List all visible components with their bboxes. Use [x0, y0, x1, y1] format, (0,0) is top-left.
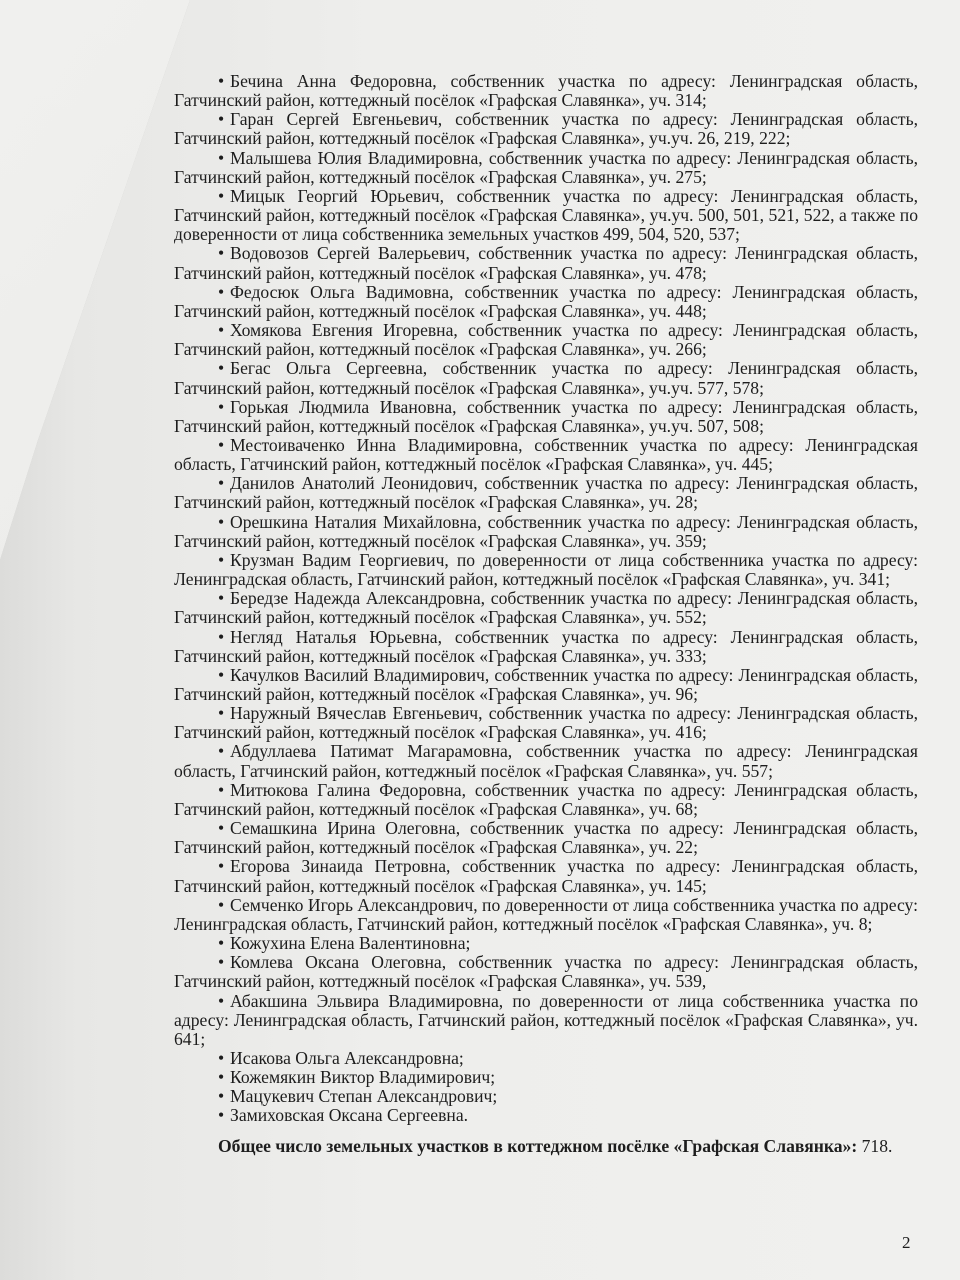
list-item — [174, 742, 918, 780]
bullet-icon: • — [218, 779, 225, 800]
summary-value: 718. — [861, 1135, 893, 1156]
bullet-icon: • — [218, 952, 225, 973]
bullet-icon: • — [218, 185, 225, 206]
list-item-text: Бередзе Надежда Александровна, собственник участка по адресу: Ленинградская область, Гатчинский район, коттеджный посёлок «Графская Славянка», уч. 552; — [174, 588, 918, 628]
list-item-text: Бегас Ольга Сергеевна, собственник участка по адресу: Ленинградская область, Гатчинский район, коттеджный посёлок «Графская Славянка», уч.уч. 577, 578; — [174, 358, 918, 398]
list-item-text: Наружный Вячеслав Евгеньевич, собственник участка по адресу: Ленинградская область, Гатчинский район, коттеджный посёлок «Графская Славянка», уч. 416; — [174, 703, 918, 743]
list-item-text: Хомякова Евгения Игоревна, собственник участка по адресу: Ленинградская область, Гатчинский район, коттеджный посёлок «Графская Славянка», уч. 266; — [174, 320, 918, 360]
list-item — [174, 819, 918, 857]
list-item — [174, 72, 918, 110]
list-item-text: Семашкина Ирина Олеговна, собственник участка по адресу: Ленинградская область, Гатчинский район, коттеджный посёлок «Графская Славянка», уч. 22; — [174, 818, 918, 858]
bullet-icon: • — [218, 588, 225, 609]
document-body — [174, 72, 918, 1156]
bullet-icon: • — [218, 549, 225, 570]
bullet-icon: • — [218, 1067, 225, 1088]
list-item-text: Абакшина Эльвира Владимировна, по доверенности от лица собственника участка по адресу: Ленинградская область, Гатчинский район, коттеджный посёлок «Графская Славянка», уч. 641; — [174, 990, 918, 1049]
bullet-icon: • — [218, 473, 225, 494]
list-item-text: Кожухина Елена Валентиновна; — [230, 933, 471, 954]
attendee-list — [174, 72, 918, 1126]
list-item — [174, 666, 918, 704]
list-item — [174, 781, 918, 819]
list-item — [174, 513, 918, 551]
list-item — [174, 628, 918, 666]
bullet-icon: • — [218, 741, 225, 762]
list-item-text: Комлева Оксана Олеговна, собственник участка по адресу: Ленинградская область, Гатчинский район, коттеджный посёлок «Графская Славянка», уч. 539, — [174, 952, 918, 992]
list-item — [174, 359, 918, 397]
bullet-icon: • — [218, 990, 225, 1011]
bullet-icon: • — [218, 281, 225, 302]
bullet-icon: • — [218, 109, 225, 130]
list-item — [174, 589, 918, 627]
list-item — [174, 857, 918, 895]
bullet-icon: • — [218, 894, 225, 915]
list-item-text: Егорова Зинаида Петровна, собственник участка по адресу: Ленинградская область, Гатчинский район, коттеджный посёлок «Графская Славянка», уч. 145; — [174, 856, 918, 896]
bullet-icon: • — [218, 434, 225, 455]
list-item — [174, 187, 918, 244]
bullet-icon: • — [218, 703, 225, 724]
list-item-text: Мицык Георгий Юрьевич, собственник участка по адресу: Ленинградская область, Гатчинский район, коттеджный посёлок «Графская Славянка», уч.уч. 500, 501, 521, 522, а также по доверенности от лица собственника земельных участков 499, 504, 520, 537; — [174, 185, 918, 245]
list-item — [174, 474, 918, 512]
bullet-icon: • — [218, 1047, 225, 1068]
list-item-text: Федосюк Ольга Вадимовна, собственник участка по адресу: Ленинградская область, Гатчинский район, коттеджный посёлок «Графская Славянка», уч. 448; — [174, 281, 918, 321]
list-item-text: Негляд Наталья Юрьевна, собственник участка по адресу: Ленинградская область, Гатчинский район, коттеджный посёлок «Графская Славянка», уч. 333; — [174, 626, 918, 666]
list-item — [174, 1087, 918, 1106]
list-item — [174, 1106, 918, 1125]
bullet-icon: • — [218, 396, 225, 417]
bullet-icon: • — [218, 933, 225, 954]
bullet-icon: • — [218, 511, 225, 532]
bullet-icon: • — [218, 320, 225, 341]
page-number: 2 — [902, 1233, 911, 1252]
list-item-text: Мацукевич Степан Александрович; — [230, 1086, 498, 1107]
list-item — [174, 244, 918, 282]
list-item — [174, 321, 918, 359]
bullet-icon: • — [218, 147, 225, 168]
list-item-text: Митюкова Галина Федоровна, собственник участка по адресу: Ленинградская область, Гатчинский район, коттеджный посёлок «Графская Славянка», уч. 68; — [174, 779, 918, 819]
list-item-text: Гаран Сергей Евгеньевич, собственник участка по адресу: Ленинградская область, Гатчинский район, коттеджный посёлок «Графская Славянка», уч.уч. 26, 219, 222; — [174, 109, 918, 149]
list-item — [174, 398, 918, 436]
list-item-text: Бечина Анна Федоровна, собственник участка по адресу: Ленинградская область, Гатчинский район, коттеджный посёлок «Графская Славянка», уч. 314; — [174, 71, 918, 111]
list-item-text: Семченко Игорь Александрович, по доверенности от лица собственника участка по адресу: Ленинградская область, Гатчинский район, коттеджный посёлок «Графская Славянка», уч. 8; — [174, 894, 918, 934]
list-item-text: Орешкина Наталия Михайловна, собственник участка по адресу: Ленинградская область, Гатчинский район, коттеджный посёлок «Графская Славянка», уч. 359; — [174, 511, 918, 551]
list-item — [174, 149, 918, 187]
summary-line — [174, 1137, 918, 1156]
list-item — [174, 110, 918, 148]
list-item — [174, 436, 918, 474]
list-item — [174, 551, 918, 589]
list-item — [174, 1068, 918, 1087]
list-item-text: Водовозов Сергей Валерьевич, собственник участка по адресу: Ленинградская область, Гатчинский район, коттеджный посёлок «Графская Славянка», уч. 478; — [174, 243, 918, 283]
bullet-icon: • — [218, 856, 225, 877]
bullet-icon: • — [218, 818, 225, 839]
list-item — [174, 1049, 918, 1068]
list-item — [174, 934, 918, 953]
bullet-icon: • — [218, 358, 225, 379]
list-item-text: Местоиваченко Инна Владимировна, собственник участка по адресу: Ленинградская область, Гатчинский район, коттеджный посёлок «Графская Славянка», уч. 445; — [174, 434, 918, 475]
list-item-text: Крузман Вадим Георгиевич, по доверенности от лица собственника участка по адресу: Ленинградская область, Гатчинский район, коттеджный посёлок «Графская Славянка», уч. 341; — [174, 549, 918, 590]
list-item — [174, 992, 918, 1049]
list-item — [174, 283, 918, 321]
bullet-icon: • — [218, 1105, 225, 1126]
bullet-icon: • — [218, 664, 225, 685]
list-item-text: Качулков Василий Владимирович, собственник участка по адресу: Ленинградская область, Гатчинский район, коттеджный посёлок «Графская Славянка», уч. 96; — [174, 664, 918, 704]
list-item-text: Кожемякин Виктор Владимирович; — [230, 1067, 496, 1088]
list-item-text: Замиховская Оксана Сергеевна. — [230, 1105, 469, 1126]
summary-label: Общее число земельных участков в коттеджном посёлке «Графская Славянка»: — [218, 1135, 858, 1156]
list-item — [174, 896, 918, 934]
bullet-icon: • — [218, 1086, 225, 1107]
list-item-text: Горькая Людмила Ивановна, собственник участка по адресу: Ленинградская область, Гатчинский район, коттеджный посёлок «Графская Славянка», уч.уч. 507, 508; — [174, 396, 918, 436]
list-item-text: Малышева Юлия Владимировна, собственник участка по адресу: Ленинградская область, Гатчинский район, коттеджный посёлок «Графская Славянка», уч. 275; — [174, 147, 918, 187]
list-item-text: Исакова Ольга Александровна; — [230, 1047, 464, 1068]
list-item — [174, 953, 918, 991]
bullet-icon: • — [218, 243, 225, 264]
list-item-text: Данилов Анатолий Леонидович, собственник участка по адресу: Ленинградская область, Гатчинский район, коттеджный посёлок «Графская Славянка», уч. 28; — [174, 473, 918, 513]
list-item-text: Абдуллаева Патимат Магарамовна, собственник участка по адресу: Ленинградская область, Гатчинский район, коттеджный посёлок «Графская Славянка», уч. 557; — [174, 741, 918, 781]
bullet-icon: • — [218, 71, 225, 91]
bullet-icon: • — [218, 626, 225, 647]
list-item — [174, 704, 918, 742]
